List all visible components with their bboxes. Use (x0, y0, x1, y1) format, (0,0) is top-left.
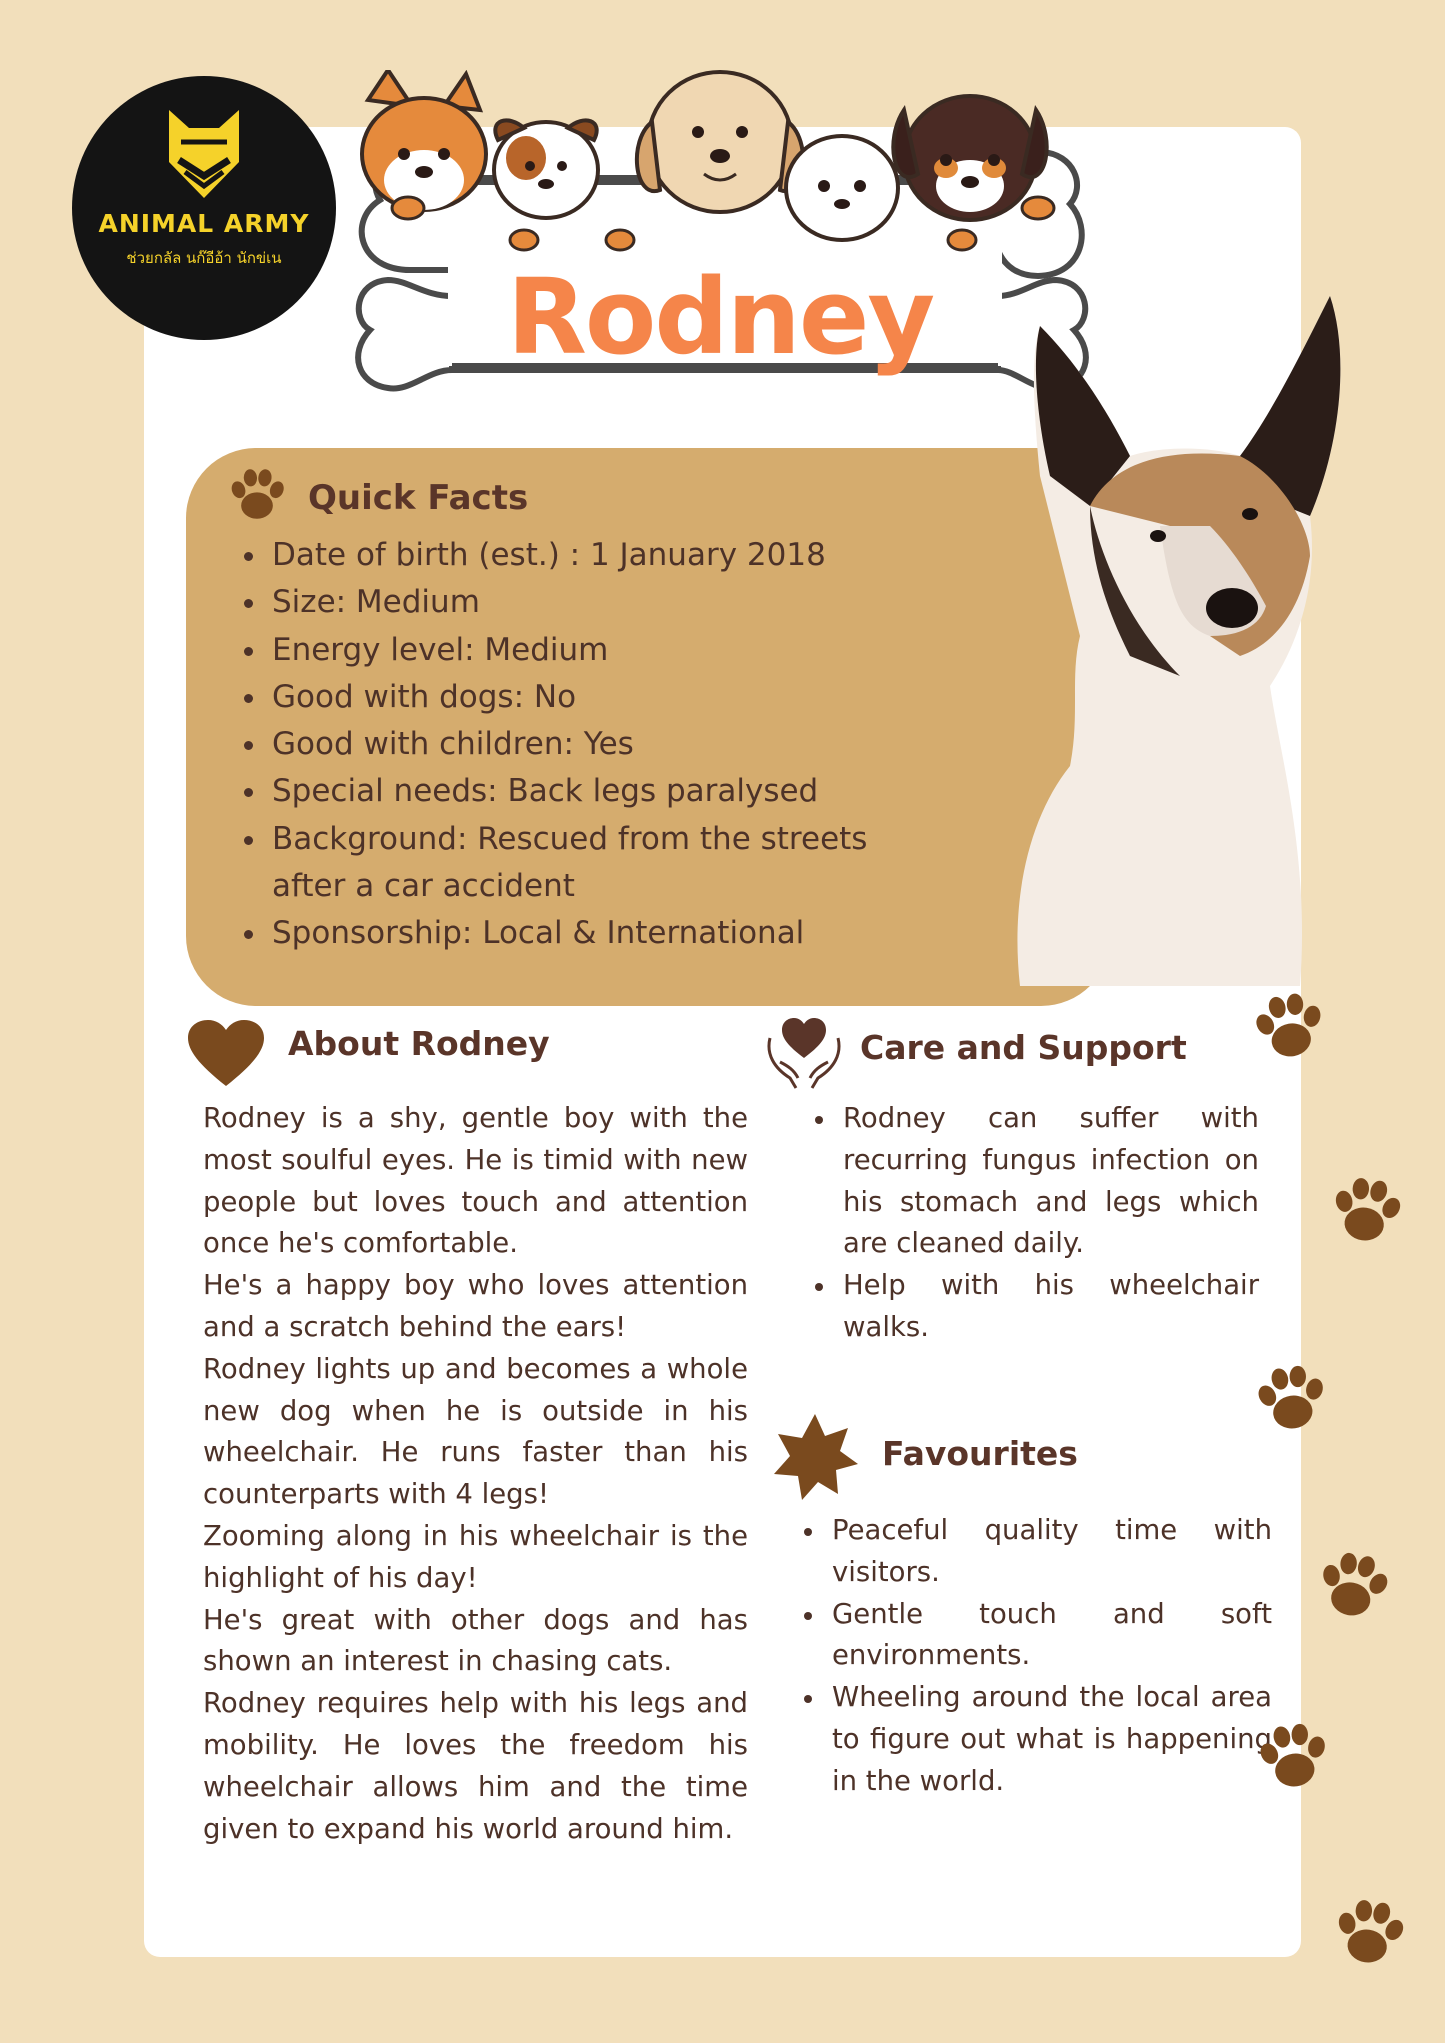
dog-photo (1010, 296, 1350, 986)
paw-icon (1242, 980, 1337, 1075)
logo-title: ANIMAL ARMY (98, 209, 310, 238)
paw-icon (1323, 1887, 1416, 1980)
care-item: Help with his wheelchair walks. (843, 1265, 1259, 1349)
about-paragraph: Rodney lights up and becomes a whole new dog when he is outside in his wheelchair. He runs faster than his counterparts with 4 legs! (203, 1352, 748, 1511)
heart-icon (188, 1020, 264, 1088)
star-icon (772, 1414, 858, 1500)
animal-army-logo (72, 76, 336, 340)
care-list (843, 1098, 1259, 1349)
labrador-dog-illustration (637, 72, 803, 212)
care-item: Rodney can suffer with recurring fungus infection on his stomach and legs which are cleaned daily. (843, 1098, 1259, 1265)
about-paragraph: He's a happy boy who loves attention and a scratch behind the ears! (203, 1269, 748, 1343)
fact-item: Size: Medium (272, 579, 1032, 626)
fact-item: Good with dogs: No (272, 674, 1032, 721)
fact-item: Energy level: Medium (272, 627, 1032, 674)
about-paragraph: He's great with other dogs and has shown an interest in chasing cats. (203, 1603, 748, 1678)
about-paragraph: Zooming along in his wheelchair is the highlight of his day! (203, 1519, 748, 1594)
paw-icon (1245, 1353, 1338, 1446)
jack-russell-dog-illustration (494, 120, 598, 218)
heart-hands-icon (766, 1018, 842, 1090)
care-title: Care and Support (860, 1028, 1187, 1067)
favourites-title: Favourites (882, 1434, 1078, 1473)
paw-icon (224, 462, 290, 528)
about-paragraph: Rodney requires help with his legs and mobility. He loves the freedom his wheelchair allows him and the time given to expand his world around him. (203, 1687, 748, 1845)
paw-icon (1247, 1711, 1340, 1804)
fact-item: Good with children: Yes (272, 721, 1032, 768)
favourites-list (832, 1510, 1272, 1803)
maltese-dog-illustration (786, 136, 898, 240)
dog-name-title: Rodney (506, 256, 934, 378)
fact-item: Sponsorship: Local & International (272, 910, 1032, 957)
quick-facts-title: Quick Facts (308, 478, 529, 518)
about-title: About Rodney (288, 1024, 550, 1063)
paw-icon (1306, 1539, 1401, 1634)
logo-subtitle: ช่วยกลัล นก๊อีอ้า นักข่เน (126, 249, 282, 267)
shiba-dog-illustration (362, 70, 486, 210)
about-text (203, 1098, 748, 1850)
quick-facts-box (186, 448, 1111, 1006)
favourite-item: Gentle touch and soft environments. (832, 1594, 1272, 1678)
about-paragraph: Rodney is a shy, gentle boy with the most soulful eyes. He is timid with new people but loves touch and attention once he's comfortable. (203, 1102, 748, 1260)
fact-item: Background: Rescued from the streets after a car accident (272, 816, 1032, 911)
quick-facts-list (272, 532, 1032, 958)
fact-item: Date of birth (est.) : 1 January 2018 (272, 532, 1032, 579)
favourite-item: Wheeling around the local area to figure out what is happening in the world. (832, 1677, 1272, 1802)
cat-shield-icon (165, 110, 243, 198)
paw-icon (1320, 1165, 1413, 1258)
favourite-item: Peaceful quality time with visitors. (832, 1510, 1272, 1594)
fact-item: Special needs: Back legs paralysed (272, 768, 1032, 815)
